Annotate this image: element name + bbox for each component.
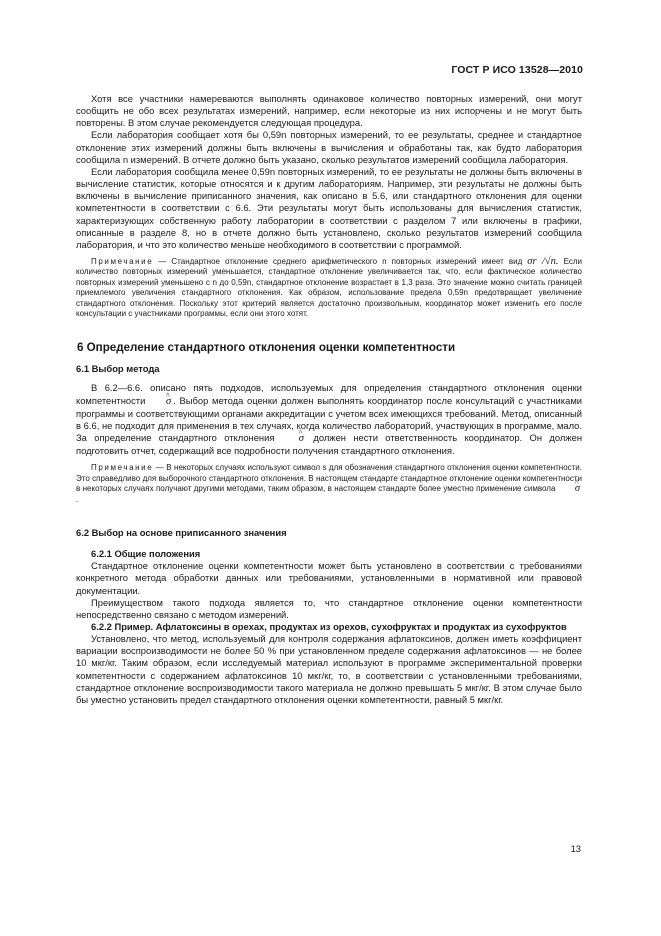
note-label: Примечание	[91, 463, 154, 473]
paragraph: Установлено, что метод, используемый для контроля содержания афлатоксинов, должен иметь коэффициент вариации воспроизводимости не более 50 % при установленном пределе содержания афлатоксинов — не более 10 мкг/кг. Таким образом, если исследуемый материал используют в программе экспериментальной проверки компетентности с содержанием афлатоксинов 10 мкг/кг, то, в соответствии с установленными требованиями, стандартное отклонение воспроизводимости такого материала не должно превышать 5 мкг/кг. В этом случае было бы уместно установить предел стандартного отклонения оценки компетентности, равный 5 мкг/кг.	[76, 633, 582, 705]
note-block	[76, 257, 582, 319]
note-block	[76, 463, 582, 505]
subsection-heading: 6.1 Выбор метода	[76, 363, 160, 375]
subsection-heading: 6.2 Выбор на основе приписанного значения	[76, 527, 287, 539]
paragraph-text: В 6.2—6.6. описано пять подходов, используемых для определения стандартного отклонения оценки компетентности	[76, 382, 582, 406]
paragraph: Если лаборатория сообщила менее 0,59n повторных измерений, то ее результаты не должны быть включены в вычисление статистик, которые относятся и к другим лабораториям. Например, эти результаты не должны быть включены в вычисление приписанного значения, как описано в 5.6, или стандартного отклонения для оценки компетентности в соответствии с 6.6. Эти результаты могут быть использованы для вычисления статистик, характеризующих собственную работу лаборатории в соответствии с разделом 7 или включены в графики, описанные в разделе 8, но в отчете должно быть установлено, сколько результатов измерений сообщила лаборатория, и что это количество меньше необходимого в соответствии с программой.	[76, 165, 582, 250]
clause-heading: 6.2.2 Пример. Афлатоксины в орехах, продуктах из орехов, сухофруктах и продуктах из сухофруктов	[91, 620, 567, 632]
paragraph: Стандартное отклонение оценки компетентности может быть установлено в соответствии с требованиями конкретного метода обработки данных или требованиями, установленными в нормативной или правовой документации.	[76, 560, 582, 596]
sigma-hat-symbol: ^ σ	[149, 396, 173, 408]
page-content	[76, 93, 582, 706]
page-number: 13	[570, 843, 581, 854]
paragraph: Если лаборатория сообщает хотя бы 0,59n повторных измерений, то ее результаты, среднее и стандартное отклонение этих измерений должны быть включены в вычисления и обработаны так, как будто лаборатория сообщила n измерений. В отчете должно быть указано, сколько результатов измерений сообщила лаборатория.	[76, 129, 582, 165]
section-heading: 6 Определение стандартного отклонения оценки компетентности	[77, 341, 456, 355]
sigma-hat-symbol: ^ σ	[558, 484, 582, 494]
clause-heading: 6.2.1 Общие положения	[91, 548, 201, 560]
paragraph-text: . Выбор метода оценки должен выполнять координатор после консультаций с участниками программы и соответствующими органами аккредитации с учетом всех имеющихся требований. Метод, описанный в 6.6, не подходит для применения в тех случаях, когда количество лабораторий, участвующих в программе, мало. За определение стандартного отклонения	[76, 394, 583, 444]
paragraph	[76, 382, 582, 457]
note-text: — В некоторых случаях используют символ s для обозначения стандартного отклонения оценки компетентности. Это справедливо для выборочного стандартного отклонения. В настоящем стандарте стандартное отклонение оценки компетентности в некоторых случаях получают другими методами, таким образом, в настоящем стандарте более уместно применение символа	[76, 463, 582, 494]
formula: σr /√n.	[527, 256, 559, 268]
note-text: — Стандартное отклонение среднего арифметического n повторных измерений имеет вид	[153, 257, 523, 267]
document-standard-id: ГОСТ Р ИСО 13528—2010	[451, 64, 583, 76]
paragraph: Хотя все участники намереваются выполнять одинаковое количество повторных измерений, они могут сообщить не обо всех результатах измерений, например, если некоторые из них испорчены и не могут быть повторены. В этом случае рекомендуется следующая процедура.	[76, 93, 582, 129]
note-label: Примечание	[91, 257, 154, 267]
note-text: Если количество повторных измерений уменьшается, стандартное отклонение увеличивается так, что, если фактическое количество повторных измерений уменьшено с n до 0,59n, стандартное отклонение возрастает в 1,3 раза. Это значение можно считать границей приемлемого увеличения стандартного отклонения. Как образом, использование предела 0,59n предотвращает увеличение стандартного отклонения. Поскольку этот критерий является достаточно произвольным, координатор может изменить его после консультации с участниками программы, если они этого хотят.	[76, 257, 582, 319]
paragraph: Преимуществом такого подхода является то, что стандартное отклонение оценки компетентности непосредственно связано с методом измерений.	[76, 596, 582, 620]
note-text: .	[76, 494, 79, 504]
paragraph-text: должен нести ответственность координатор. Он должен подготовить отчет, содержащий все подробности получения стандартного отклонения.	[76, 432, 582, 457]
sigma-hat-symbol: ^ σ	[282, 433, 306, 445]
